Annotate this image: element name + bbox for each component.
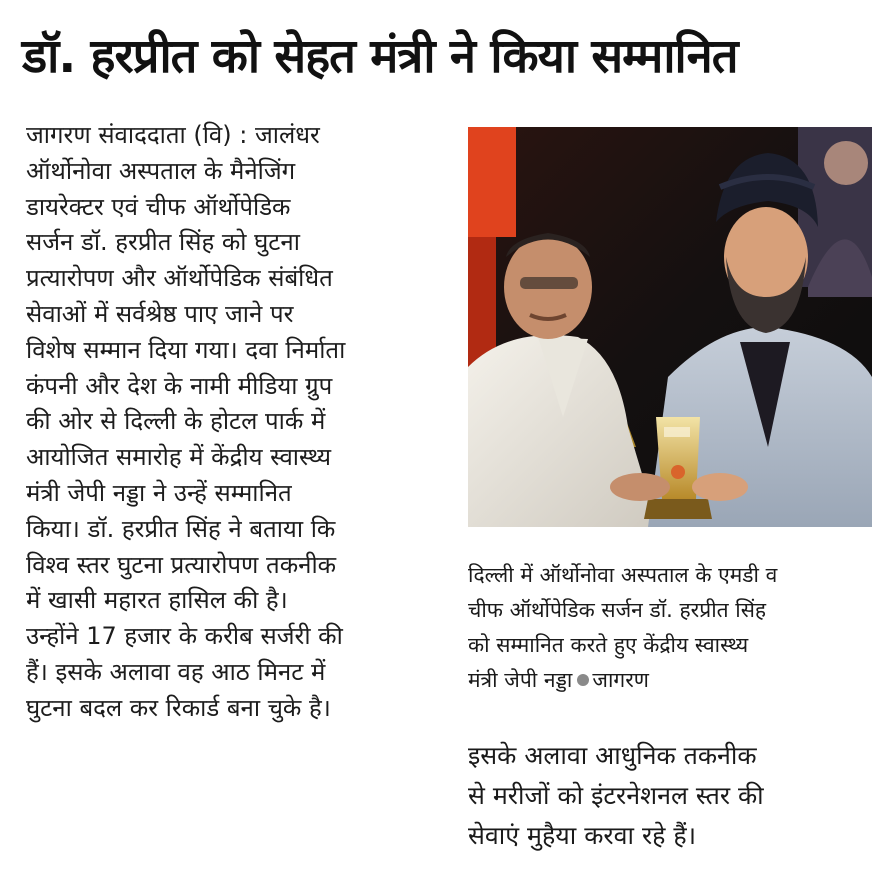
continuation-line: सेवाएं मुहैया करवा रहे हैं। xyxy=(468,821,697,850)
body-line: सर्जन डॉ. हरप्रीत सिंह को घुटना xyxy=(26,228,300,257)
body-line: कंपनी और देश के नामी मीडिया ग्रुप xyxy=(26,371,333,400)
photo-caption xyxy=(468,558,872,698)
photo-credit: जागरण xyxy=(592,668,649,692)
body-line: सेवाओं में सर्वश्रेष्ठ पाए जाने पर xyxy=(26,299,294,328)
body-line: डायरेक्टर एवं चीफ ऑर्थोपेडिक xyxy=(26,192,291,221)
body-line: घुटना बदल कर रिकार्ड बना चुके है। xyxy=(26,693,331,722)
continuation-line: इसके अलावा आधुनिक तकनीक xyxy=(468,741,757,770)
body-line: किया। डॉ. हरप्रीत सिंह ने बताया कि xyxy=(26,514,336,543)
body-line: में खासी महारत हासिल की है। xyxy=(26,586,288,615)
caption-line: को सम्मानित करते हुए केंद्रीय स्वास्थ्य xyxy=(468,633,749,657)
caption-line: चीफ ऑर्थोपेडिक सर्जन डॉ. हरप्रीत सिंह xyxy=(468,598,767,622)
body-line: विश्व स्तर घुटना प्रत्यारोपण तकनीक xyxy=(26,550,337,579)
body-line: की ओर से दिल्ली के होटल पार्क में xyxy=(26,407,326,436)
award-photo xyxy=(468,127,872,527)
caption-line-text: मंत्री जेपी नड्डा xyxy=(468,668,573,692)
body-line: उन्होंने 17 हजार के करीब सर्जरी की xyxy=(26,622,343,651)
body-line: मंत्री जेपी नड्डा ने उन्हें सम्मानित xyxy=(26,478,292,507)
body-line: आयोजित समारोह में केंद्रीय स्वास्थ्य xyxy=(26,443,332,472)
caption-line xyxy=(468,663,872,698)
caption-line: दिल्ली में ऑर्थोनोवा अस्पताल के एमडी व xyxy=(468,563,778,587)
body-line: ऑर्थोनोवा अस्पताल के मैनेजिंग xyxy=(26,156,296,185)
article-continuation xyxy=(468,736,872,856)
body-line: जागरण संवाददाता (वि) : जालंधर xyxy=(26,121,320,149)
article-body xyxy=(26,118,446,727)
continuation-line: से मरीजों को इंटरनेशनल स्तर की xyxy=(468,781,764,810)
body-line: प्रत्यारोपण और ऑर्थोपेडिक संबंधित xyxy=(26,264,333,293)
body-line: विशेष सम्मान दिया गया। दवा निर्माता xyxy=(26,335,346,364)
body-line: हैं। इसके अलावा वह आठ मिनट में xyxy=(26,657,326,686)
headline: डॉ. हरप्रीत को सेहत मंत्री ने किया सम्मानित xyxy=(22,29,738,84)
bullet-icon xyxy=(577,674,589,686)
